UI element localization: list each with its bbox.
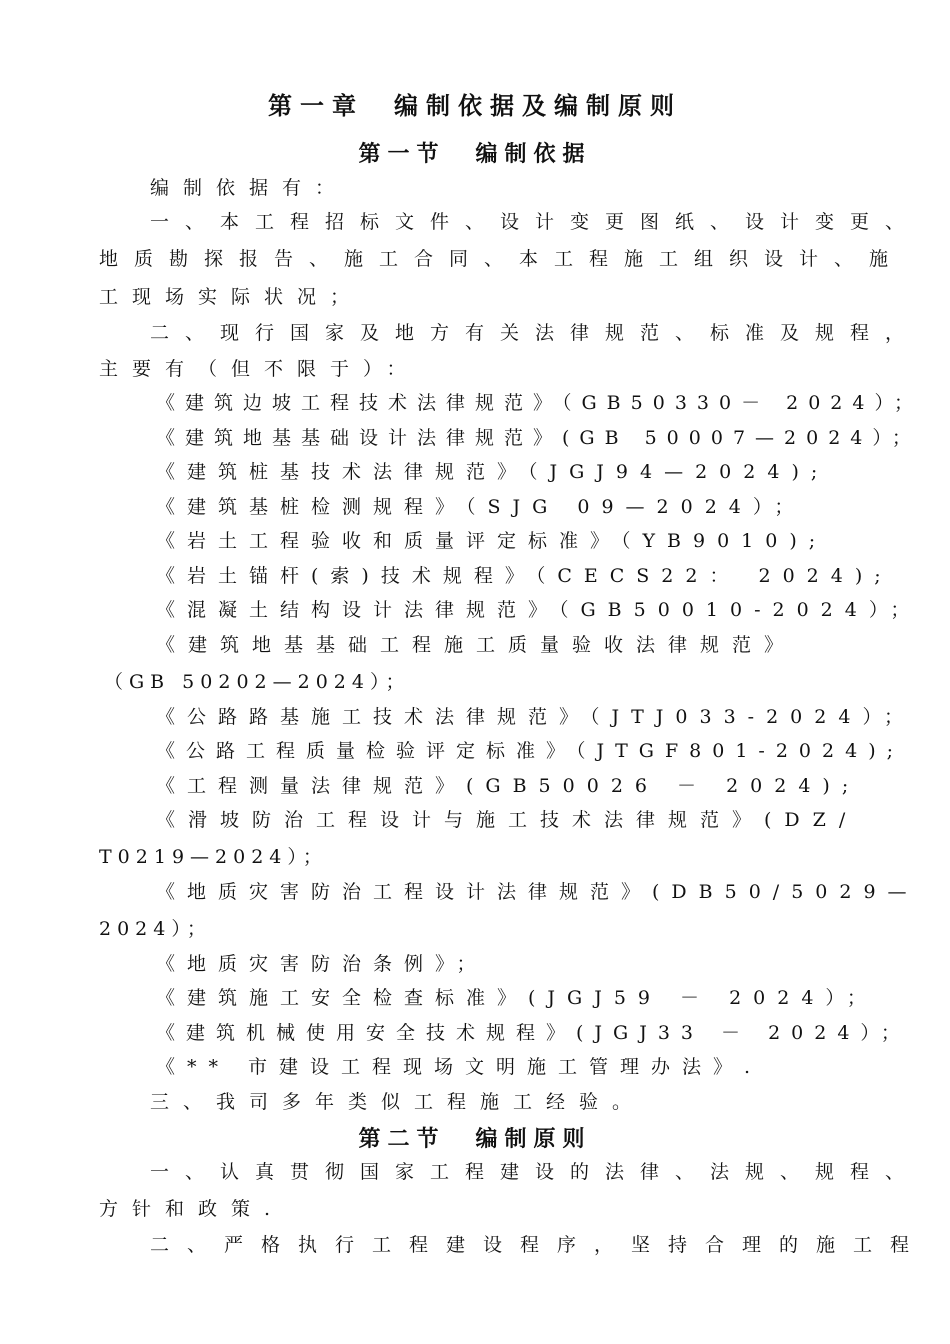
- reference-item: 《建筑机械使用安全技术规程》(JGJ33 － 2024）；: [156, 1022, 911, 1044]
- section-number: 第一节: [358, 142, 446, 167]
- reference-item: 《建筑桩基技术法律规范》（JGJ94—2024);: [156, 461, 830, 483]
- reference-item: 《岩土工程验收和质量评定标准》（YB9010);: [156, 530, 828, 552]
- reference-item: 《** 市建设工程现场文明施工管理办法》.: [156, 1056, 763, 1078]
- text-line: 地质勘探报告、施工合同、本工程施工组织设计、施: [99, 248, 905, 270]
- reference-item: 《公路工程质量检验评定标准》（JTGF801-2024);: [156, 740, 905, 762]
- section-heading-1: [0, 137, 950, 168]
- section-number: 第二节: [358, 1127, 446, 1152]
- text-line: 方针和政策.: [99, 1198, 285, 1220]
- reference-item-continued: T0219—2024）；: [99, 846, 328, 868]
- reference-item: 《建筑施工安全检查标准》(JGJ59 － 2024）；: [156, 987, 878, 1009]
- reference-item: 《建筑基桩检测规程》（SJG 09—2024）；: [156, 496, 806, 518]
- text-line: 编制依据有：: [150, 177, 349, 199]
- reference-item: 《工程测量法律规范》(GB50026 － 2024);: [156, 775, 861, 797]
- chapter-heading: [0, 86, 950, 121]
- reference-item-continued: （GB 50202—2024）；: [104, 671, 411, 693]
- chapter-title: 编制依据及编制原则: [394, 92, 682, 120]
- section-heading-2: [0, 1122, 950, 1153]
- text-line: 一、本工程招标文件、设计变更图纸、设计变更、: [150, 211, 921, 233]
- text-line: 主要有（但不限于）：: [99, 358, 420, 380]
- reference-item: 《建筑地基基础设计法律规范》(GB 50007—2024）；: [156, 427, 921, 449]
- reference-item: 《建筑边坡工程技术法律规范》（GB50330－ 2024）；: [156, 392, 923, 414]
- text-line: 三、我司多年类似工程施工经验。: [150, 1091, 646, 1113]
- section-title: 编制依据: [475, 142, 592, 167]
- reference-item: 《岩土锚杆(索)技术规程》（CECS22： 2024);: [156, 565, 893, 587]
- reference-item: 《混凝土结构设计法律规范》（GB50010-2024）；: [156, 599, 922, 621]
- text-line: 工现场实际状况；: [99, 286, 364, 308]
- reference-item-continued: 2024）；: [99, 918, 212, 940]
- section-title: 编制原则: [475, 1127, 592, 1152]
- reference-item: 《地质灾害防治工程设计法律规范》(DB50/5029—: [156, 881, 919, 903]
- reference-item: 《建筑地基基础工程施工质量验收法律规范》: [156, 634, 797, 656]
- reference-item: 《滑坡防治工程设计与施工技术法律规范》(DZ/: [156, 809, 859, 831]
- text-line: 二、现行国家及地方有关法律规范、标准及规程，: [150, 322, 921, 344]
- text-line: 二、严格执行工程建设程序，坚持合理的施工程: [150, 1234, 928, 1256]
- text-line: 一、认真贯彻国家工程建设的法律、法规、规程、: [150, 1161, 921, 1183]
- chapter-number: 第一章: [268, 92, 364, 120]
- reference-item: 《公路路基施工技术法律规范》（JTJ033-2024）；: [156, 706, 915, 728]
- reference-item: 《地质灾害防治条例》；: [156, 953, 488, 975]
